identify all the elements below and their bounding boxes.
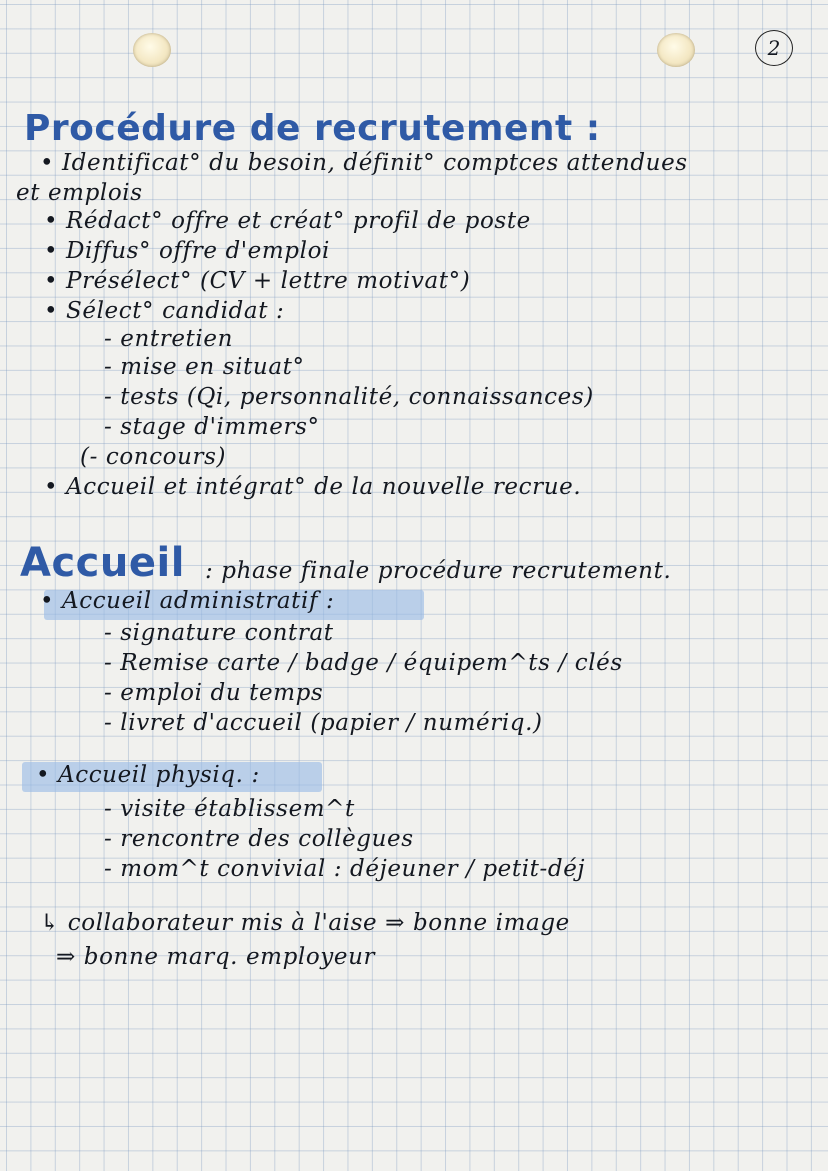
sub-item: - Remise carte / badge / équipem^ts / clés	[104, 650, 623, 676]
list-item: • Accueil et intégrat° de la nouvelle recrue.	[44, 474, 582, 500]
list-item: • Présélect° (CV + lettre motivat°)	[44, 268, 471, 294]
section-title-recruitment: Procédure de recrutement :	[24, 108, 601, 149]
sub-item: - signature contrat	[104, 620, 334, 646]
list-item: • Diffus° offre d'emploi	[44, 238, 330, 264]
punch-hole-left	[133, 33, 171, 67]
list-item: • Identificat° du besoin, définit° comptces attendues	[40, 150, 688, 176]
list-item-continuation: et emplois	[16, 180, 143, 206]
sub-item: - emploi du temps	[104, 680, 324, 706]
conclusion-line-1: ↳ collaborateur mis à l'aise ⇒ bonne image	[40, 910, 570, 936]
page-number: 2	[755, 30, 793, 66]
subsection-label-physical: • Accueil physiq. :	[36, 762, 260, 788]
subsection-label-admin: • Accueil administratif :	[40, 588, 335, 614]
sub-item: - rencontre des collègues	[104, 826, 414, 852]
conclusion-line-2: ⇒ bonne marq. employeur	[56, 944, 376, 970]
section-title-welcome: Accueil	[20, 540, 185, 586]
sub-item: - tests (Qi, personnalité, connaissances)	[104, 384, 594, 410]
sub-item: (- concours)	[80, 444, 227, 470]
sub-item: - stage d'immers°	[104, 414, 320, 440]
sub-item: - visite établissem^t	[104, 796, 355, 822]
sub-item: - mom^t convivial : déjeuner / petit-déj	[104, 856, 586, 882]
section-subtitle: : phase finale procédure recrutement.	[205, 558, 672, 584]
list-item: • Sélect° candidat :	[44, 298, 285, 324]
list-item: • Rédact° offre et créat° profil de poste	[44, 208, 531, 234]
sub-item: - mise en situat°	[104, 354, 305, 380]
sub-item: - entretien	[104, 326, 233, 352]
sub-item: - livret d'accueil (papier / numériq.)	[104, 710, 543, 736]
punch-hole-right	[657, 33, 695, 67]
